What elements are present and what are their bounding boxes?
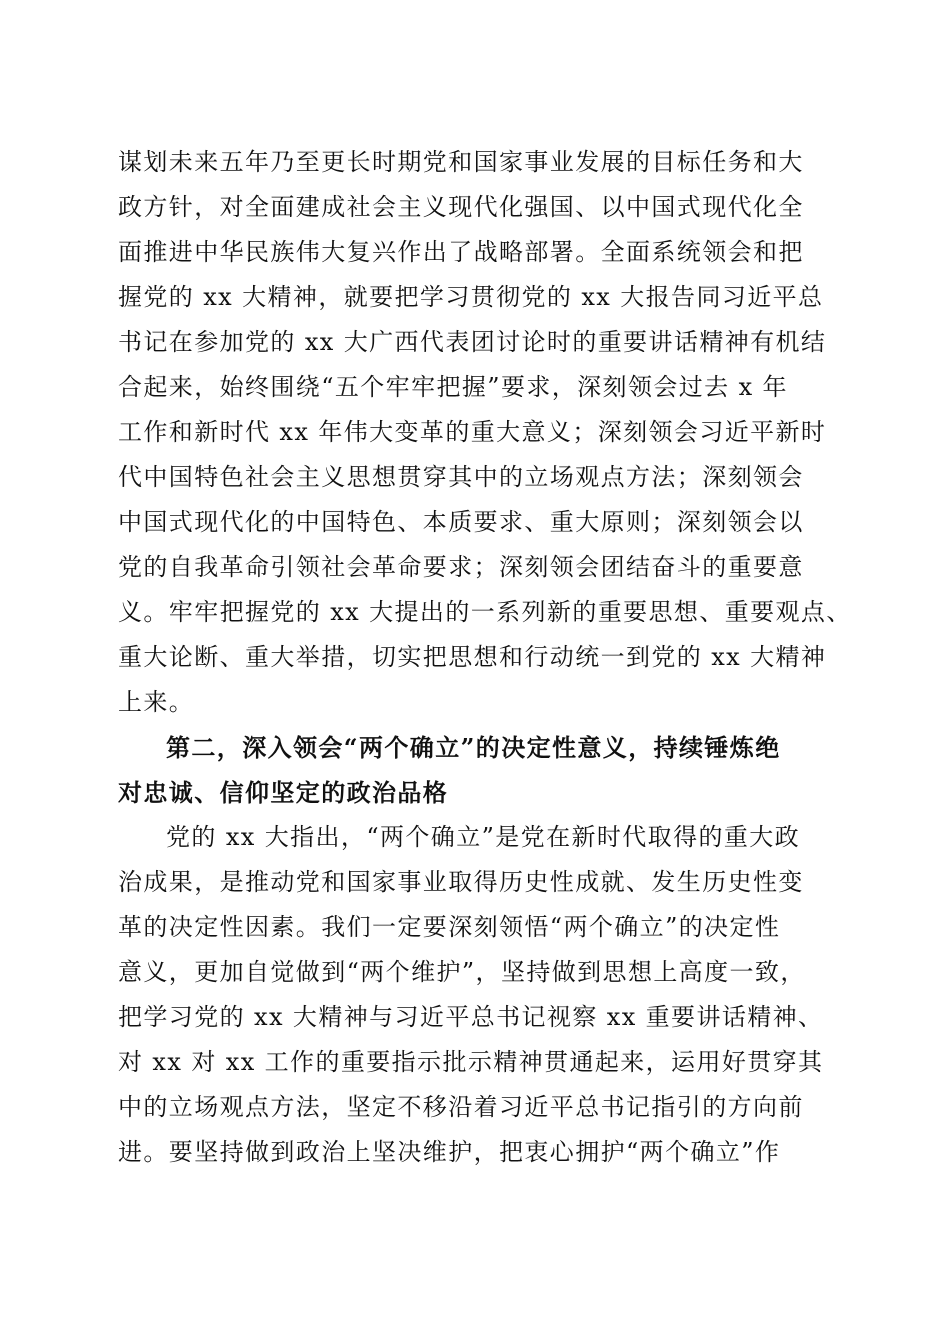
text-line: 进。要坚持做到政治上坚决维护，把衷心拥护“两个确立”作 [118,1138,781,1166]
text-line: 中国式现代化的中国特色、本质要求、重大原则；深刻领会以 [118,508,804,536]
section-heading [118,725,838,815]
text-line: 党的 xx 大指出，“两个确立”是党在新时代取得的重大政 [166,823,801,851]
text-line: 意义，更加自觉做到“两个维护”，坚持做到思想上高度一致， [118,958,806,986]
text-line: 书记在参加党的 xx 大广西代表团讨论时的重要讲话精神有机结 [118,328,827,356]
text-line: 对 xx 对 xx 工作的重要指示批示精神贯通起来，运用好贯穿其 [118,1048,824,1076]
text-line: 重大论断、重大举措，切实把思想和行动统一到党的 xx 大精神 [118,643,827,671]
text-line: 上来。 [118,688,195,716]
text-line: 握党的 xx 大精神，就要把学习贯彻党的 xx 大报告同习近平总 [118,283,824,311]
text-line: 义。牢牢把握党的 xx 大提出的一系列新的重要思想、重要观点、 [118,598,852,626]
text-line: 面推进中华民族伟大复兴作出了战略部署。全面系统领会和把 [118,238,804,266]
text-line: 合起来，始终围绕“五个牢牢把握”要求，深刻领会过去 x 年 [118,373,788,401]
heading-line: 第二，深入领会“两个确立”的决定性意义，持续锤炼绝 [166,733,781,762]
text-line: 代中国特色社会主义思想贯穿其中的立场观点方法；深刻领会 [118,463,804,491]
text-line: 工作和新时代 xx 年伟大变革的重大意义；深刻领会习近平新时 [118,418,827,446]
text-line: 中的立场观点方法，坚定不移沿着习近平总书记指引的方向前 [118,1093,804,1121]
paragraph-3 [118,815,838,1175]
text-line: 革的决定性因素。我们一定要深刻领悟“两个确立”的决定性 [118,913,781,941]
text-line: 谋划未来五年乃至更长时期党和国家事业发展的目标任务和大 [118,148,804,176]
text-line: 治成果，是推动党和国家事业取得历史性成就、发生历史性变 [118,868,804,896]
document-body [118,140,852,1175]
text-line: 把学习党的 xx 大精神与习近平总书记视察 xx 重要讲话精神、 [118,1003,824,1031]
text-line: 党的自我革命引领社会革命要求；深刻领会团结奋斗的重要意 [118,553,804,581]
paragraph-1 [118,140,852,725]
heading-line: 对忠诚、信仰坚定的政治品格 [118,778,449,807]
text-line: 政方针，对全面建成社会主义现代化强国、以中国式现代化全 [118,193,804,221]
